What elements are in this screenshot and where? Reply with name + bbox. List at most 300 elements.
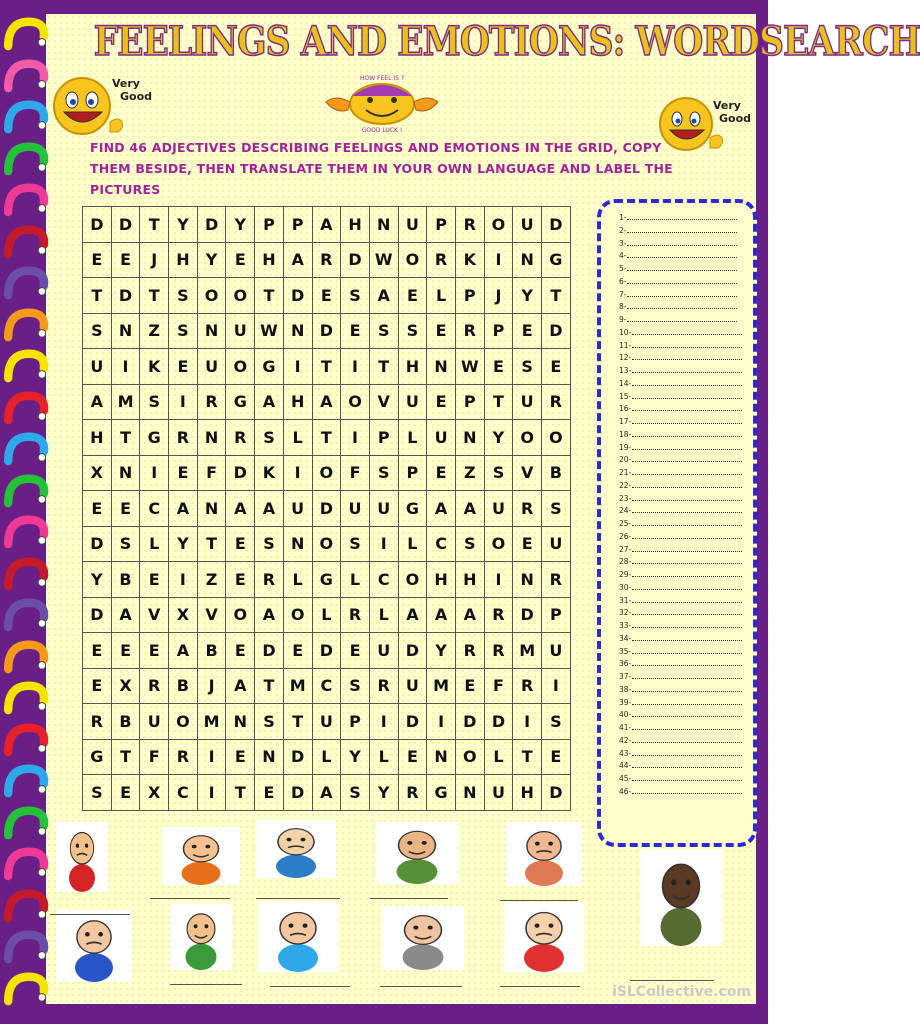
answer-blank[interactable] <box>627 302 737 309</box>
answer-blank[interactable] <box>632 379 742 386</box>
answer-line[interactable] <box>619 353 742 363</box>
grid-cell[interactable]: I <box>111 349 140 385</box>
grid-cell[interactable]: T <box>197 526 226 562</box>
answer-blank[interactable] <box>632 557 742 564</box>
answer-blank[interactable] <box>632 583 742 590</box>
answer-line[interactable] <box>619 315 737 325</box>
answer-line[interactable] <box>619 608 742 618</box>
grid-cell[interactable]: A <box>226 668 255 704</box>
grid-cell[interactable]: M <box>283 668 312 704</box>
grid-cell[interactable]: N <box>283 313 312 349</box>
answer-blank[interactable] <box>627 264 737 271</box>
grid-cell[interactable]: K <box>140 349 169 385</box>
grid-cell[interactable]: T <box>542 278 571 314</box>
grid-cell[interactable]: Z <box>197 562 226 598</box>
answer-blank[interactable] <box>627 226 737 233</box>
grid-cell[interactable]: Y <box>169 207 198 243</box>
grid-cell[interactable]: O <box>226 597 255 633</box>
grid-cell[interactable]: R <box>427 242 456 278</box>
grid-cell[interactable]: R <box>455 207 484 243</box>
grid-cell[interactable]: N <box>197 313 226 349</box>
answer-blank[interactable] <box>632 353 742 360</box>
answer-blank[interactable] <box>632 570 742 577</box>
answer-blank[interactable] <box>627 315 737 322</box>
grid-cell[interactable]: I <box>369 526 398 562</box>
picture-label-blank[interactable] <box>500 900 578 901</box>
grid-cell[interactable]: N <box>111 455 140 491</box>
grid-cell[interactable]: A <box>111 597 140 633</box>
grid-cell[interactable]: B <box>111 704 140 740</box>
grid-cell[interactable]: N <box>226 704 255 740</box>
grid-cell[interactable]: R <box>140 668 169 704</box>
answer-line[interactable] <box>619 417 742 427</box>
grid-cell[interactable]: I <box>169 384 198 420</box>
answer-blank[interactable] <box>632 443 742 450</box>
grid-cell[interactable]: I <box>341 349 370 385</box>
grid-cell[interactable]: R <box>83 704 112 740</box>
grid-cell[interactable]: D <box>398 633 427 669</box>
answer-blank[interactable] <box>632 621 742 628</box>
answer-line[interactable] <box>619 634 742 644</box>
answer-line[interactable] <box>619 583 742 593</box>
grid-cell[interactable]: R <box>542 562 571 598</box>
answer-blank[interactable] <box>632 647 742 654</box>
answer-blank[interactable] <box>632 392 742 399</box>
answer-line[interactable] <box>619 787 742 797</box>
grid-cell[interactable]: H <box>398 349 427 385</box>
grid-cell[interactable]: I <box>369 704 398 740</box>
grid-cell[interactable]: D <box>283 739 312 775</box>
grid-cell[interactable]: R <box>312 242 341 278</box>
grid-cell[interactable]: O <box>226 278 255 314</box>
grid-cell[interactable]: E <box>226 242 255 278</box>
grid-cell[interactable]: G <box>427 775 456 811</box>
grid-cell[interactable]: I <box>427 704 456 740</box>
grid-cell[interactable]: B <box>169 668 198 704</box>
grid-cell[interactable]: I <box>283 349 312 385</box>
grid-cell[interactable]: U <box>484 775 513 811</box>
grid-cell[interactable]: D <box>484 704 513 740</box>
grid-cell[interactable]: E <box>398 278 427 314</box>
grid-cell[interactable]: D <box>312 491 341 527</box>
grid-cell[interactable]: L <box>484 739 513 775</box>
answer-blank[interactable] <box>632 685 742 692</box>
grid-cell[interactable]: E <box>542 739 571 775</box>
grid-cell[interactable]: X <box>169 597 198 633</box>
grid-cell[interactable]: U <box>427 420 456 456</box>
grid-cell[interactable]: I <box>542 668 571 704</box>
grid-cell[interactable]: U <box>542 633 571 669</box>
grid-cell[interactable]: N <box>369 207 398 243</box>
grid-cell[interactable]: G <box>542 242 571 278</box>
picture-label-blank[interactable] <box>380 986 462 987</box>
grid-cell[interactable]: E <box>83 668 112 704</box>
answer-blank[interactable] <box>627 213 737 220</box>
answer-blank[interactable] <box>632 532 742 539</box>
grid-cell[interactable]: C <box>369 562 398 598</box>
grid-cell[interactable]: P <box>283 207 312 243</box>
grid-cell[interactable]: O <box>226 349 255 385</box>
grid-cell[interactable]: N <box>255 739 284 775</box>
grid-cell[interactable]: S <box>455 526 484 562</box>
grid-cell[interactable]: E <box>341 313 370 349</box>
grid-cell[interactable]: R <box>455 633 484 669</box>
grid-cell[interactable]: E <box>341 633 370 669</box>
grid-cell[interactable]: O <box>542 420 571 456</box>
grid-cell[interactable]: I <box>484 562 513 598</box>
answer-line[interactable] <box>619 685 742 695</box>
grid-cell[interactable]: Y <box>369 775 398 811</box>
answer-line[interactable] <box>619 251 737 261</box>
grid-cell[interactable]: T <box>255 278 284 314</box>
grid-cell[interactable]: L <box>312 597 341 633</box>
grid-cell[interactable]: G <box>83 739 112 775</box>
grid-cell[interactable]: G <box>398 491 427 527</box>
answer-blank[interactable] <box>632 749 742 756</box>
answer-blank[interactable] <box>632 596 742 603</box>
answer-blank[interactable] <box>632 634 742 641</box>
answer-blank[interactable] <box>632 710 742 717</box>
picture-label-blank[interactable] <box>170 984 242 985</box>
answer-line[interactable] <box>619 761 742 771</box>
grid-cell[interactable]: U <box>197 349 226 385</box>
grid-cell[interactable]: D <box>83 526 112 562</box>
grid-cell[interactable]: Y <box>169 526 198 562</box>
grid-cell[interactable]: R <box>197 384 226 420</box>
grid-cell[interactable]: Z <box>455 455 484 491</box>
grid-cell[interactable]: C <box>427 526 456 562</box>
grid-cell[interactable]: O <box>398 242 427 278</box>
answer-line[interactable] <box>619 341 742 351</box>
grid-cell[interactable]: Y <box>484 420 513 456</box>
grid-cell[interactable]: T <box>83 278 112 314</box>
grid-cell[interactable]: G <box>312 562 341 598</box>
grid-cell[interactable]: J <box>197 668 226 704</box>
grid-cell[interactable]: H <box>427 562 456 598</box>
grid-cell[interactable]: U <box>542 526 571 562</box>
grid-cell[interactable]: L <box>341 562 370 598</box>
grid-cell[interactable]: V <box>369 384 398 420</box>
answer-line[interactable] <box>619 443 742 453</box>
grid-cell[interactable]: S <box>542 491 571 527</box>
grid-cell[interactable]: D <box>83 207 112 243</box>
grid-cell[interactable]: U <box>369 491 398 527</box>
grid-cell[interactable]: O <box>283 597 312 633</box>
grid-cell[interactable]: F <box>484 668 513 704</box>
grid-cell[interactable]: A <box>398 597 427 633</box>
grid-cell[interactable]: S <box>83 313 112 349</box>
grid-cell[interactable]: S <box>369 455 398 491</box>
grid-cell[interactable]: O <box>513 420 542 456</box>
grid-cell[interactable]: T <box>312 420 341 456</box>
grid-cell[interactable]: K <box>455 242 484 278</box>
grid-cell[interactable]: V <box>197 597 226 633</box>
answer-line[interactable] <box>619 494 742 504</box>
grid-cell[interactable]: R <box>455 313 484 349</box>
grid-cell[interactable]: A <box>312 775 341 811</box>
answer-blank[interactable] <box>632 608 742 615</box>
grid-cell[interactable]: S <box>169 278 198 314</box>
picture-label-blank[interactable] <box>150 898 230 899</box>
answer-line[interactable] <box>619 290 737 300</box>
grid-cell[interactable]: M <box>427 668 456 704</box>
grid-cell[interactable]: E <box>83 242 112 278</box>
grid-cell[interactable]: X <box>140 775 169 811</box>
grid-cell[interactable]: E <box>169 349 198 385</box>
grid-cell[interactable]: U <box>369 633 398 669</box>
answer-blank[interactable] <box>632 774 742 781</box>
grid-cell[interactable]: T <box>111 420 140 456</box>
grid-cell[interactable]: G <box>255 349 284 385</box>
answer-blank[interactable] <box>632 328 742 335</box>
grid-cell[interactable]: T <box>226 775 255 811</box>
grid-cell[interactable]: T <box>140 207 169 243</box>
grid-cell[interactable]: R <box>513 668 542 704</box>
grid-cell[interactable]: Y <box>513 278 542 314</box>
grid-cell[interactable]: V <box>140 597 169 633</box>
grid-cell[interactable]: T <box>255 668 284 704</box>
grid-cell[interactable]: N <box>427 349 456 385</box>
grid-cell[interactable]: U <box>83 349 112 385</box>
grid-cell[interactable]: O <box>312 455 341 491</box>
grid-cell[interactable]: T <box>312 349 341 385</box>
grid-cell[interactable]: N <box>283 526 312 562</box>
grid-cell[interactable]: X <box>111 668 140 704</box>
grid-cell[interactable]: R <box>398 775 427 811</box>
answer-blank[interactable] <box>632 481 742 488</box>
grid-cell[interactable]: G <box>140 420 169 456</box>
answer-line[interactable] <box>619 379 742 389</box>
answer-blank[interactable] <box>632 723 742 730</box>
grid-cell[interactable]: P <box>427 207 456 243</box>
grid-cell[interactable]: S <box>513 349 542 385</box>
grid-cell[interactable]: E <box>255 775 284 811</box>
answer-line[interactable] <box>619 302 737 312</box>
answer-line[interactable] <box>619 545 742 555</box>
grid-cell[interactable]: L <box>369 739 398 775</box>
grid-cell[interactable]: E <box>312 278 341 314</box>
grid-cell[interactable]: F <box>197 455 226 491</box>
grid-cell[interactable]: E <box>513 313 542 349</box>
grid-cell[interactable]: N <box>111 313 140 349</box>
grid-cell[interactable]: U <box>513 207 542 243</box>
grid-cell[interactable]: R <box>226 420 255 456</box>
grid-cell[interactable]: E <box>140 562 169 598</box>
grid-cell[interactable]: A <box>226 491 255 527</box>
answer-line[interactable] <box>619 736 742 746</box>
picture-label-blank[interactable] <box>630 980 714 981</box>
grid-cell[interactable]: N <box>513 242 542 278</box>
grid-cell[interactable]: H <box>455 562 484 598</box>
grid-cell[interactable]: R <box>169 739 198 775</box>
grid-cell[interactable]: S <box>341 526 370 562</box>
grid-cell[interactable]: D <box>542 313 571 349</box>
answer-line[interactable] <box>619 430 742 440</box>
answer-blank[interactable] <box>632 366 742 373</box>
grid-cell[interactable]: D <box>83 597 112 633</box>
grid-cell[interactable]: P <box>341 704 370 740</box>
answer-blank[interactable] <box>632 417 742 424</box>
grid-cell[interactable]: S <box>369 313 398 349</box>
grid-cell[interactable]: Y <box>226 207 255 243</box>
grid-cell[interactable]: E <box>140 633 169 669</box>
grid-cell[interactable]: D <box>312 633 341 669</box>
grid-cell[interactable]: E <box>169 455 198 491</box>
grid-cell[interactable]: E <box>226 633 255 669</box>
grid-cell[interactable]: N <box>455 420 484 456</box>
grid-cell[interactable]: C <box>169 775 198 811</box>
answer-line[interactable] <box>619 328 742 338</box>
grid-cell[interactable]: A <box>427 491 456 527</box>
answer-line[interactable] <box>619 264 737 274</box>
grid-cell[interactable]: A <box>255 597 284 633</box>
grid-cell[interactable]: F <box>140 739 169 775</box>
grid-cell[interactable]: L <box>398 526 427 562</box>
grid-cell[interactable]: A <box>255 384 284 420</box>
grid-cell[interactable]: D <box>255 633 284 669</box>
grid-cell[interactable]: D <box>197 207 226 243</box>
answer-line[interactable] <box>619 647 742 657</box>
grid-cell[interactable]: A <box>255 491 284 527</box>
grid-cell[interactable]: D <box>283 775 312 811</box>
grid-cell[interactable]: H <box>169 242 198 278</box>
grid-cell[interactable]: M <box>197 704 226 740</box>
answer-blank[interactable] <box>632 404 742 411</box>
answer-line[interactable] <box>619 749 742 759</box>
grid-cell[interactable]: A <box>312 384 341 420</box>
answer-blank[interactable] <box>632 341 742 348</box>
grid-cell[interactable]: E <box>226 562 255 598</box>
grid-cell[interactable]: T <box>140 278 169 314</box>
grid-cell[interactable]: E <box>83 491 112 527</box>
grid-cell[interactable]: D <box>513 597 542 633</box>
answer-line[interactable] <box>619 277 737 287</box>
grid-cell[interactable]: T <box>513 739 542 775</box>
answer-line[interactable] <box>619 506 742 516</box>
grid-cell[interactable]: S <box>398 313 427 349</box>
grid-cell[interactable]: O <box>484 526 513 562</box>
grid-cell[interactable]: H <box>513 775 542 811</box>
grid-cell[interactable]: A <box>369 278 398 314</box>
answer-blank[interactable] <box>632 672 742 679</box>
grid-cell[interactable]: D <box>398 704 427 740</box>
grid-cell[interactable]: I <box>140 455 169 491</box>
grid-cell[interactable]: D <box>341 242 370 278</box>
answer-line[interactable] <box>619 672 742 682</box>
grid-cell[interactable]: N <box>197 491 226 527</box>
grid-cell[interactable]: D <box>312 313 341 349</box>
grid-cell[interactable]: O <box>341 384 370 420</box>
grid-cell[interactable]: I <box>169 562 198 598</box>
grid-cell[interactable]: L <box>283 562 312 598</box>
grid-cell[interactable]: J <box>484 278 513 314</box>
answer-line[interactable] <box>619 404 742 414</box>
grid-cell[interactable]: C <box>140 491 169 527</box>
grid-cell[interactable]: M <box>111 384 140 420</box>
grid-cell[interactable]: T <box>283 704 312 740</box>
picture-label-blank[interactable] <box>256 898 340 899</box>
grid-cell[interactable]: E <box>513 526 542 562</box>
grid-cell[interactable]: N <box>197 420 226 456</box>
grid-cell[interactable]: E <box>542 349 571 385</box>
grid-cell[interactable]: H <box>341 207 370 243</box>
grid-cell[interactable]: P <box>255 207 284 243</box>
grid-cell[interactable]: K <box>255 455 284 491</box>
answer-line[interactable] <box>619 519 742 529</box>
answer-blank[interactable] <box>627 239 737 246</box>
grid-cell[interactable]: U <box>312 704 341 740</box>
grid-cell[interactable]: T <box>111 739 140 775</box>
picture-label-blank[interactable] <box>270 986 350 987</box>
grid-cell[interactable]: S <box>542 704 571 740</box>
grid-cell[interactable]: H <box>83 420 112 456</box>
grid-cell[interactable]: E <box>484 349 513 385</box>
grid-cell[interactable]: D <box>226 455 255 491</box>
grid-cell[interactable]: W <box>455 349 484 385</box>
answer-line[interactable] <box>619 481 742 491</box>
grid-cell[interactable]: N <box>427 739 456 775</box>
answer-blank[interactable] <box>627 277 737 284</box>
grid-cell[interactable]: E <box>283 633 312 669</box>
picture-label-blank[interactable] <box>500 986 580 987</box>
grid-cell[interactable]: A <box>169 633 198 669</box>
grid-cell[interactable]: L <box>427 278 456 314</box>
grid-cell[interactable]: Y <box>341 739 370 775</box>
grid-cell[interactable]: D <box>111 207 140 243</box>
grid-cell[interactable]: R <box>169 420 198 456</box>
answer-line[interactable] <box>619 557 742 567</box>
grid-cell[interactable]: S <box>255 420 284 456</box>
grid-cell[interactable]: O <box>484 207 513 243</box>
grid-cell[interactable]: B <box>197 633 226 669</box>
answer-blank[interactable] <box>632 545 742 552</box>
grid-cell[interactable]: L <box>369 597 398 633</box>
answer-line[interactable] <box>619 570 742 580</box>
grid-cell[interactable]: E <box>398 739 427 775</box>
grid-cell[interactable]: U <box>484 491 513 527</box>
grid-cell[interactable]: P <box>484 313 513 349</box>
grid-cell[interactable]: S <box>484 455 513 491</box>
grid-cell[interactable]: W <box>369 242 398 278</box>
grid-cell[interactable]: L <box>140 526 169 562</box>
grid-cell[interactable]: P <box>455 384 484 420</box>
grid-cell[interactable]: H <box>283 384 312 420</box>
grid-cell[interactable]: R <box>484 633 513 669</box>
grid-cell[interactable]: T <box>484 384 513 420</box>
grid-cell[interactable]: O <box>398 562 427 598</box>
grid-cell[interactable]: A <box>427 597 456 633</box>
answer-line[interactable] <box>619 723 742 733</box>
grid-cell[interactable]: R <box>484 597 513 633</box>
grid-cell[interactable]: E <box>226 526 255 562</box>
grid-cell[interactable]: A <box>312 207 341 243</box>
grid-cell[interactable]: I <box>283 455 312 491</box>
answer-blank[interactable] <box>632 787 742 794</box>
grid-cell[interactable]: I <box>341 420 370 456</box>
grid-cell[interactable]: Y <box>427 633 456 669</box>
answer-line[interactable] <box>619 226 737 236</box>
grid-cell[interactable]: F <box>341 455 370 491</box>
grid-cell[interactable]: A <box>455 491 484 527</box>
grid-cell[interactable]: I <box>513 704 542 740</box>
grid-cell[interactable]: L <box>312 739 341 775</box>
answer-blank[interactable] <box>632 494 742 501</box>
answer-line[interactable] <box>619 532 742 542</box>
grid-cell[interactable]: L <box>283 420 312 456</box>
grid-cell[interactable]: E <box>83 633 112 669</box>
answer-line[interactable] <box>619 596 742 606</box>
answer-blank[interactable] <box>632 519 742 526</box>
